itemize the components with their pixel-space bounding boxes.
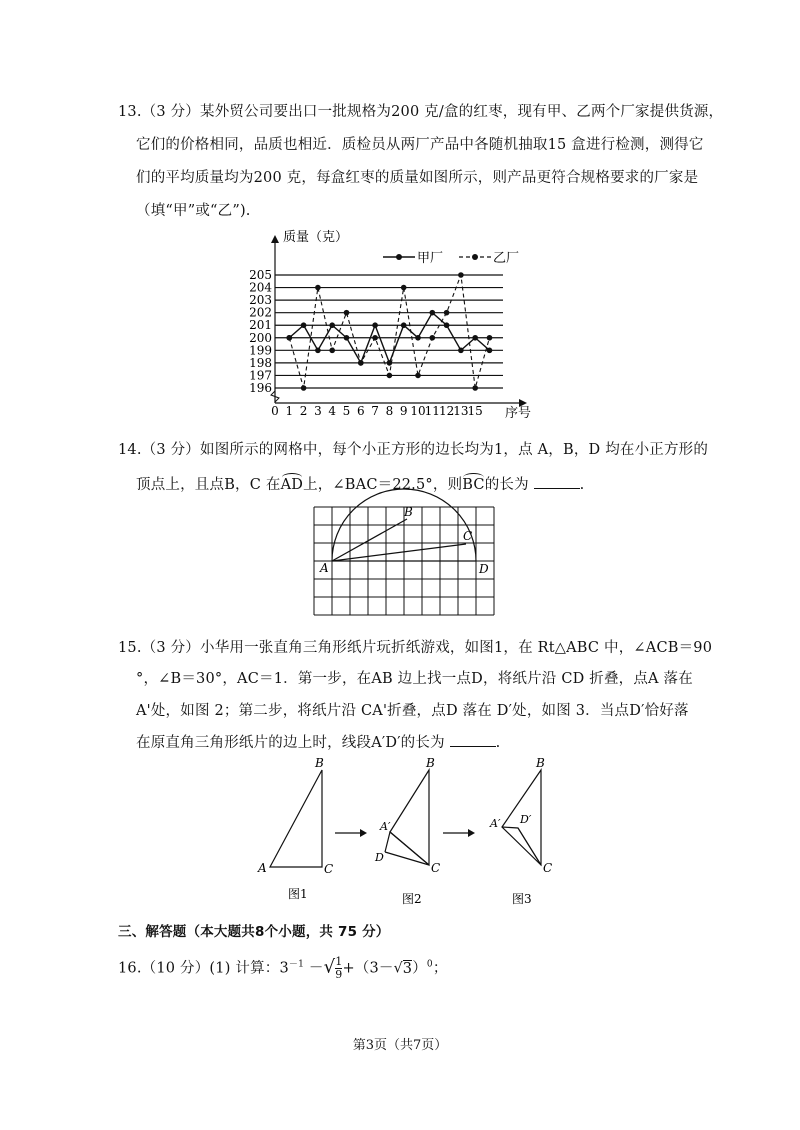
y-tick-label: 202 (249, 305, 272, 320)
grid-figure (300, 500, 500, 625)
y-axis-label: 质量（克） (283, 230, 349, 245)
data-point (415, 373, 421, 379)
data-point (344, 310, 350, 316)
data-point (487, 335, 493, 341)
q15-line-3: A'处，如图 2；第二步，将纸片沿 CA'折叠，点D 落在 D′处，如图 3．当点D′恰好落 (136, 703, 689, 719)
y-tick-label: 200 (249, 330, 272, 345)
data-point (430, 310, 436, 316)
chart-legend (383, 251, 519, 266)
legend-series-b: 乙厂 (493, 251, 520, 266)
legend-series-a: 甲厂 (417, 251, 444, 266)
q16-line: 16.（10 分）(1) 计算：$3^{-1}$ －√ $\frac{1}{9}$ $+(3-√3)^0$； (118, 955, 448, 981)
x-tick-label: 3 (314, 404, 322, 418)
x-tick-label: 2 (299, 404, 308, 418)
data-point (458, 272, 464, 278)
y-tick-label: 196 (249, 381, 272, 395)
point-d-label: D (479, 562, 489, 576)
data-point (387, 373, 393, 379)
data-point (372, 322, 378, 328)
q14-line-1: 14.（3 分）如图所示的网格中，每个小正方形的边长均为1，点 A，B，D 均在小正方形的 (118, 442, 709, 458)
fig1-a: A (258, 861, 267, 875)
q13-line-1: 13.（3 分）某外贸公司要出口一批规格为200 克/盒的红枣，现有甲、乙两个厂家提供货源， (118, 104, 724, 120)
data-point (372, 335, 378, 341)
data-point (458, 348, 464, 354)
answer-blank (534, 476, 580, 489)
data-point (444, 322, 450, 328)
x-tick-label: 15 (467, 404, 483, 418)
fig3-c: C (543, 861, 553, 875)
y-tick-label: 201 (249, 318, 272, 333)
point-b-label: B (404, 505, 413, 519)
arc-bc: BC (462, 477, 485, 493)
data-point (329, 322, 335, 328)
answer-blank-15 (450, 734, 496, 747)
x-axis-label: 序号 (505, 406, 532, 421)
x-tick-label: 0 (271, 404, 279, 418)
series-line (289, 275, 489, 388)
q15-line-2: °，∠B＝30°，AC＝1．第一步，在AB 边上找一点D，将纸片沿 CD 折叠，点A 落在 (136, 671, 693, 687)
point-c-label: C (463, 529, 473, 543)
q15-line-4: 在原直角三角形纸片的边上时，线段A′D′的长为 . (136, 735, 501, 751)
point-a-label: A (320, 561, 329, 575)
data-point (315, 285, 321, 291)
arc-ad: AD (280, 477, 304, 493)
data-point (287, 335, 293, 341)
q14-line-2: 顶点上，且点B，C 在AD上，∠BAC＝22.5°，则BC的长为 . (136, 477, 585, 493)
q13-line-4: （填“甲”或“乙”). (136, 203, 251, 219)
x-tick-label: 6 (356, 404, 365, 418)
section-title: 三、解答题（本大题共8个小题，共 75 分） (118, 924, 390, 940)
caption-fig2: 图2 (402, 892, 422, 906)
data-point (487, 348, 493, 354)
x-tick-label: 4 (328, 404, 337, 418)
y-tick-label: 198 (249, 355, 272, 370)
y-tick-label: 199 (249, 343, 272, 358)
q15-line-1: 15.（3 分）小华用一张直角三角形纸片玩折纸游戏，如图1，在 Rt△ABC 中，∠ACB＝90 (118, 640, 713, 656)
x-tick-label: 1 (285, 404, 294, 418)
quality-line-chart (249, 225, 545, 421)
data-point (358, 360, 364, 366)
x-tick-label: 10 (410, 404, 426, 418)
x-tick-label: 13 (453, 404, 469, 418)
caption-fig1: 图1 (288, 887, 308, 901)
data-point (430, 335, 436, 341)
fig1-b: B (315, 756, 324, 770)
data-point (329, 348, 335, 354)
fig3-b: B (536, 756, 545, 770)
fraction: $\frac{1}{9}$ (335, 955, 343, 981)
data-point (472, 335, 478, 341)
fig2-c: C (431, 861, 441, 875)
q13-line-2: 它们的价格相同，品质也相近．质检员从两厂产品中各随机抽取15 盒进行检测，测得它 (136, 137, 704, 153)
data-point (415, 335, 421, 341)
fig1-c: C (324, 862, 334, 876)
caption-fig3: 图3 (512, 892, 532, 906)
data-point (401, 322, 407, 328)
q13-line-3: 们的平均质量均为200 克，每盒红枣的质量如图所示，则产品更符合规格要求的厂家是 (136, 170, 699, 186)
fold-figures (250, 755, 590, 910)
x-tick-label: 11 (424, 404, 440, 418)
page-footer: 第3页（共7页） (352, 1038, 448, 1053)
y-tick-label: 203 (249, 293, 272, 308)
x-tick-label: 5 (342, 404, 351, 418)
data-point (315, 348, 321, 354)
fig3-a1: A′ (490, 817, 501, 830)
x-tick-label: 12 (438, 404, 455, 418)
y-tick-label: 205 (249, 268, 272, 282)
data-point (301, 385, 307, 391)
data-point (301, 322, 307, 328)
fig2-b: B (426, 756, 435, 770)
fig3-d1: D′ (520, 813, 532, 826)
x-tick-label: 9 (399, 404, 408, 418)
fig2-d: D (375, 851, 384, 864)
data-point (401, 285, 407, 291)
fig2-a1: A′ (380, 820, 391, 833)
y-tick-label: 204 (249, 280, 272, 295)
data-point (444, 310, 450, 316)
data-point (472, 385, 478, 391)
x-tick-label: 7 (371, 404, 379, 418)
data-point (344, 335, 350, 341)
y-tick-label: 197 (249, 368, 272, 383)
x-tick-label: 8 (385, 404, 394, 418)
